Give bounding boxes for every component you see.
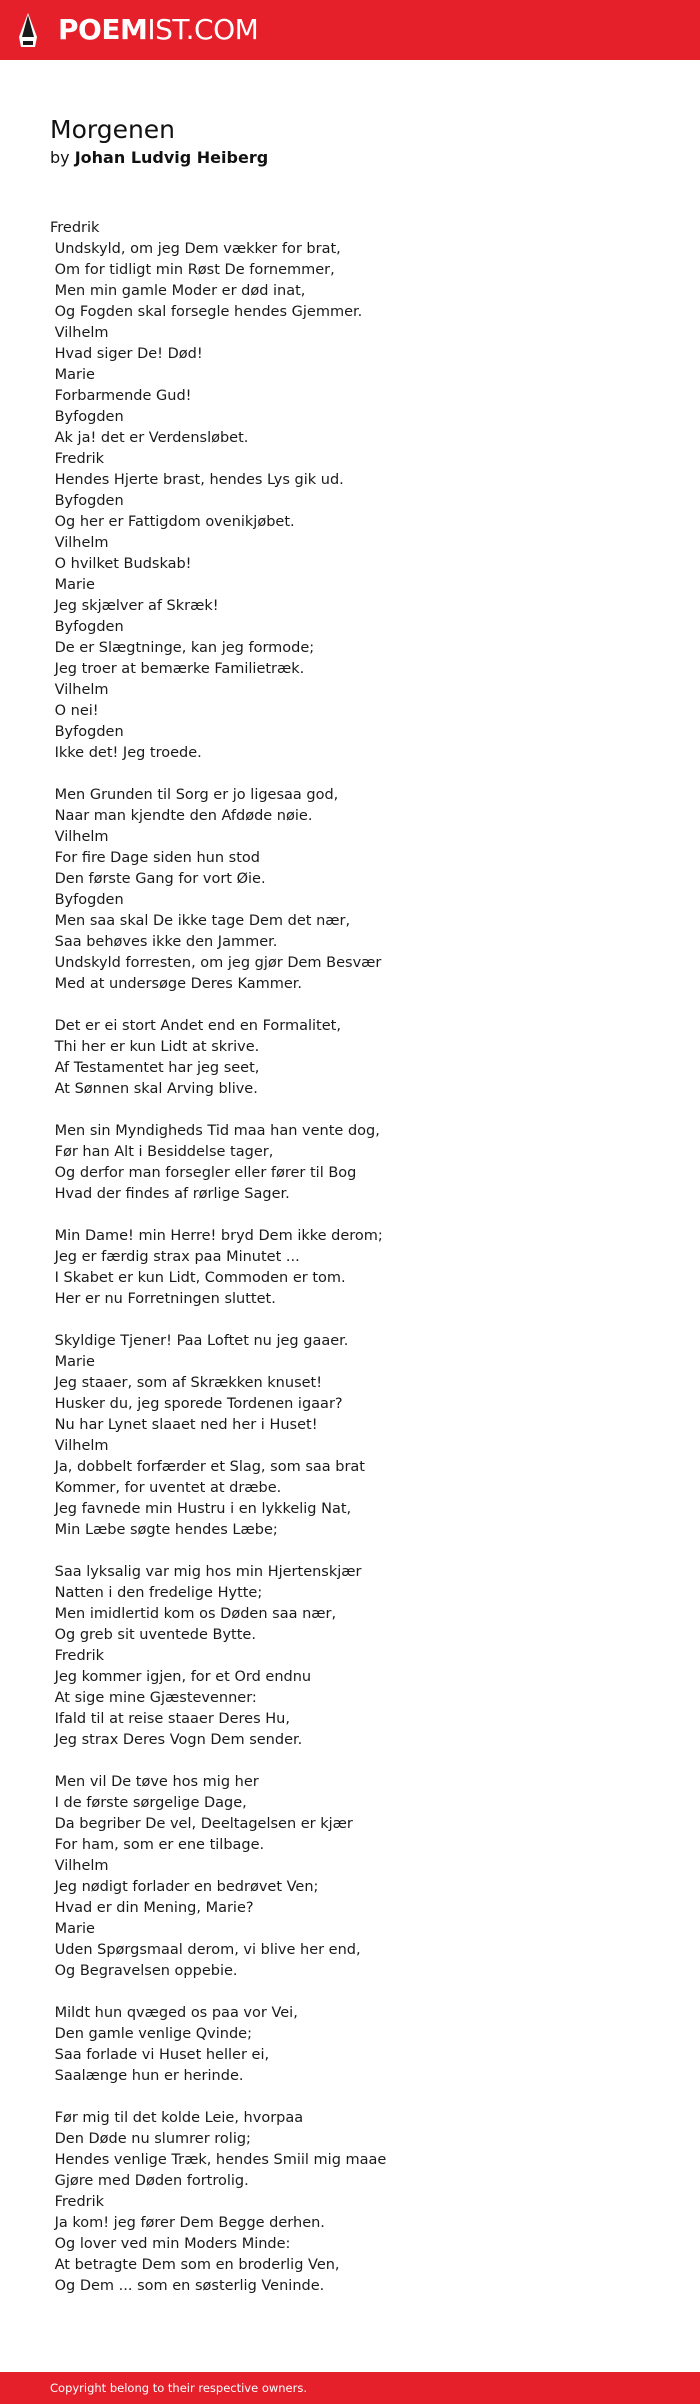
poem-line: Saa lyksalig var mig hos min Hjertenskjær: [50, 1564, 362, 1580]
poem-line: Gjøre med Døden fortrolig.: [50, 2173, 249, 2189]
poem-line: Mildt hun qvæged os paa vor Vei,: [50, 2005, 298, 2021]
poem-line: Men sin Myndigheds Tid maa han vente dog,: [50, 1123, 380, 1139]
poem-line: Og her er Fattigdom ovenikjøbet.: [50, 514, 295, 530]
poem-line: Før mig til det kolde Leie, hvorpaa: [50, 2110, 304, 2126]
poem-line: Hvad siger De! Død!: [50, 346, 203, 362]
poem-line: Det er ei stort Andet end en Formalitet,: [50, 1018, 341, 1034]
poem-line: Men imidlertid kom os Døden saa nær,: [50, 1606, 337, 1622]
poem-line: Vilhelm: [50, 535, 109, 551]
poem-line: Byfogden: [50, 892, 124, 908]
author-name[interactable]: Johan Ludvig Heiberg: [74, 148, 269, 167]
poem-line: Ja kom! jeg fører Dem Begge derhen.: [50, 2215, 325, 2231]
site-logo[interactable]: [58, 14, 258, 46]
poem-line: Saalænge hun er herinde.: [50, 2068, 244, 2084]
poem-line: I Skabet er kun Lidt, Commoden er tom.: [50, 1270, 346, 1286]
poem-line: Hvad der findes af rørlige Sager.: [50, 1186, 290, 1202]
poem-line: Og Begravelsen oppebie.: [50, 1963, 238, 1979]
poem-title: Morgenen: [50, 115, 176, 144]
poem-line: Og Dem ... som en søsterlig Veninde.: [50, 2278, 325, 2294]
poem-line: Jeg favnede min Hustru i en lykkelig Nat,: [50, 1501, 352, 1517]
site-header: [0, 0, 700, 60]
poem-line: Men saa skal De ikke tage Dem det nær,: [50, 913, 351, 929]
poem-line: Jeg kommer igjen, for et Ord endnu: [50, 1669, 312, 1685]
poem-line: Byfogden: [50, 619, 124, 635]
poem-line: Saa behøves ikke den Jammer.: [50, 934, 278, 950]
poem-line: Ikke det! Jeg troede.: [50, 745, 202, 761]
poem-line: Naar man kjendte den Afdøde nøie.: [50, 808, 313, 824]
poem-line: Natten i den fredelige Hytte;: [50, 1585, 263, 1601]
poem-line: Og greb sit uventede Bytte.: [50, 1627, 256, 1643]
poem-line: Undskyld, om jeg Dem vækker for brat,: [50, 241, 341, 257]
poem-line: [50, 1541, 650, 1562]
poem-line: Vilhelm: [50, 682, 109, 698]
poem-line: O nei!: [50, 703, 99, 719]
poem-line: Undskyld forresten, om jeg gjør Dem Besvær: [50, 955, 382, 971]
poem-line: Min Dame! min Herre! bryd Dem ikke derom;: [50, 1228, 383, 1244]
poem-line: At sige mine Gjæstevenner:: [50, 1690, 257, 1706]
poem-line: [50, 2087, 650, 2108]
poem-line: Byfogden: [50, 493, 124, 509]
poem-line: Jeg strax Deres Vogn Dem sender.: [50, 1732, 303, 1748]
poem-body: [50, 218, 650, 2297]
poem-line: Den Døde nu slumrer rolig;: [50, 2131, 251, 2147]
by-label: by: [50, 148, 70, 167]
poem-line: Skyldige Tjener! Paa Loftet nu jeg gaaer.: [50, 1333, 349, 1349]
poem-line: Om for tidligt min Røst De fornemmer,: [50, 262, 335, 278]
poem-line: Vilhelm: [50, 325, 109, 341]
poem-line: Af Testamentet har jeg seet,: [50, 1060, 260, 1076]
poem-line: Vilhelm: [50, 1858, 109, 1874]
poem-line: [50, 764, 650, 785]
poem-line: [50, 1751, 650, 1772]
poem-line: Da begriber De vel, Deeltagelsen er kjær: [50, 1816, 353, 1832]
poem-line: Vilhelm: [50, 1438, 109, 1454]
poem-line: Uden Spørgsmaal derom, vi blive her end,: [50, 1942, 361, 1958]
logo-light-text: IST.COM: [147, 13, 259, 46]
poem-line: Ifald til at reise staaer Deres Hu,: [50, 1711, 290, 1727]
poem-line: Saa forlade vi Huset heller ei,: [50, 2047, 270, 2063]
poem-line: At betragte Dem som en broderlig Ven,: [50, 2257, 340, 2273]
poem-line: Den gamle venlige Qvinde;: [50, 2026, 252, 2042]
poem-line: For ham, som er ene tilbage.: [50, 1837, 265, 1853]
poem-line: Fredrik: [50, 451, 105, 467]
poem-line: Hendes venlige Træk, hendes Smiil mig maae: [50, 2152, 387, 2168]
poem-line: Marie: [50, 367, 95, 383]
poem-line: De er Slægtninge, kan jeg formode;: [50, 640, 315, 656]
poem-line: Fredrik: [50, 2194, 105, 2210]
poem-line: For fire Dage siden hun stod: [50, 850, 260, 866]
poem-line: Marie: [50, 1921, 95, 1937]
poem-line: Hvad er din Mening, Marie?: [50, 1900, 254, 1916]
poem-line: At Sønnen skal Arving blive.: [50, 1081, 258, 1097]
poem-line: Før han Alt i Besiddelse tager,: [50, 1144, 274, 1160]
poem-line: Marie: [50, 1354, 95, 1370]
poem-line: Hendes Hjerte brast, hendes Lys gik ud.: [50, 472, 344, 488]
poem-line: Nu har Lynet slaaet ned her i Huset!: [50, 1417, 318, 1433]
poem-line: Jeg er færdig strax paa Minutet ...: [50, 1249, 300, 1265]
site-footer: [0, 2372, 700, 2404]
poem-line: Marie: [50, 577, 95, 593]
poem-line: [50, 1310, 650, 1331]
poem-line: Kommer, for uventet at dræbe.: [50, 1480, 282, 1496]
poem-line: Fredrik: [50, 220, 100, 236]
poem-line: Thi her er kun Lidt at skrive.: [50, 1039, 260, 1055]
pen-nib-icon[interactable]: [17, 11, 39, 51]
poem-line: [50, 1982, 650, 2003]
poem-line: [50, 995, 650, 1016]
poem-line: Jeg troer at bemærke Familietræk.: [50, 661, 305, 677]
poem-line: Og lover ved min Moders Minde:: [50, 2236, 291, 2252]
poem-line: Og derfor man forsegler eller fører til Bog: [50, 1165, 357, 1181]
poem-line: Men vil De tøve hos mig her: [50, 1774, 259, 1790]
poem-line: [50, 1205, 650, 1226]
poem-line: Min Læbe søgte hendes Læbe;: [50, 1522, 278, 1538]
poem-line: Den første Gang for vort Øie.: [50, 871, 266, 887]
copyright-text: Copyright belong to their respective owners.: [50, 2381, 308, 2395]
poem-line: I de første sørgelige Dage,: [50, 1795, 247, 1811]
poem-line: Vilhelm: [50, 829, 109, 845]
poem-line: Forbarmende Gud!: [50, 388, 192, 404]
poem-line: O hvilket Budskab!: [50, 556, 192, 572]
poem-line: Men min gamle Moder er død inat,: [50, 283, 306, 299]
poem-byline: [50, 146, 268, 170]
poem-line: Byfogden: [50, 724, 124, 740]
poem-line: Her er nu Forretningen sluttet.: [50, 1291, 276, 1307]
poem-line: Ja, dobbelt forfærder et Slag, som saa brat: [50, 1459, 365, 1475]
poem-line: Jeg nødigt forlader en bedrøvet Ven;: [50, 1879, 319, 1895]
poem-line: Men Grunden til Sorg er jo ligesaa god,: [50, 787, 339, 803]
poem-line: Byfogden: [50, 409, 124, 425]
poem-line: Ak ja! det er Verdensløbet.: [50, 430, 249, 446]
poem-line: Med at undersøge Deres Kammer.: [50, 976, 303, 992]
poem-line: [50, 1100, 650, 1121]
poem-line: Jeg skjælver af Skræk!: [50, 598, 219, 614]
poem-line: Husker du, jeg sporede Tordenen igaar?: [50, 1396, 343, 1412]
poem-line: Og Fogden skal forsegle hendes Gjemmer.: [50, 304, 363, 320]
poem-line: Fredrik: [50, 1648, 105, 1664]
poem-line: Jeg staaer, som af Skrækken knuset!: [50, 1375, 323, 1391]
logo-bold-text: POEM: [58, 13, 148, 46]
